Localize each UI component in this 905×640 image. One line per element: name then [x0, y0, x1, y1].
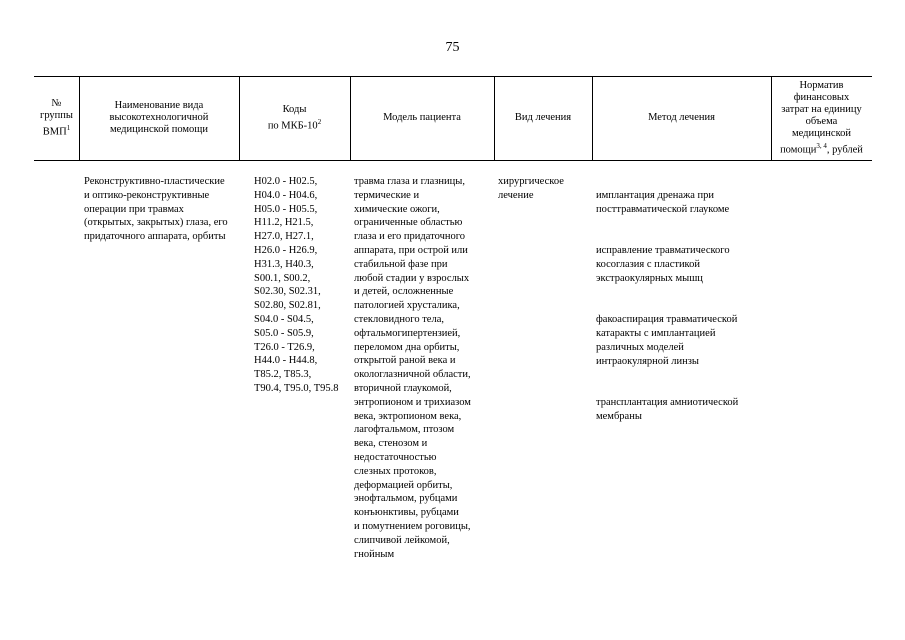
method-item: исправление травматического косоглазия с пластикой экстраокулярных мышц — [596, 245, 730, 284]
cell-care-type-name: Реконструктивно-пластические и оптико-реконструктивные операции при травмах (открытых, закрытых) глаза, его придаточного аппарата, орбиты — [84, 176, 228, 243]
header-bottom-rule — [34, 160, 872, 161]
page-number: 75 — [445, 40, 460, 55]
header-treatment-method: Метод лечения — [648, 112, 715, 123]
header-financial-norm: Норматив финансовых затрат на единицу объема медицинской помощи$^{3, 4}$, рублей — [780, 79, 863, 156]
method-item: имплантация дренажа при посттравматической глаукоме — [596, 189, 730, 215]
cell-treatment-type: хирургическое лечение — [498, 176, 564, 201]
method-item: факоаспирация травматической катаракты с имплантацией различных моделей интраокулярной линзы — [596, 314, 738, 367]
header-patient-model: Модель пациента — [383, 112, 461, 123]
cell-patient-model: травма глаза и глазницы, термические и химические ожоги, ограниченные областью глаза и его придаточного аппарата, при острой или стабильной фазе при любой стадии у взрослых и детей, осложненные патологией хрусталика, стекловидного тела, офтальмогипертензией, переломом дна орбиты, открытой раной века и окологлазничной области, вторичной глаукомой, энтропионом и трихиазом века, эктропионом века, лагофтальмом, птозом века, стенозом и недостаточностью слезных протоков, деформацией орбиты, энофтальмом, рубцами конъюнктивы, рубцами и помутнением роговицы, слипчивой лейкомой, гнойным — [354, 176, 471, 560]
header-care-type-name: Наименование вида высокотехнологичной медицинской помощи — [109, 100, 209, 135]
cell-treatment-methods — [596, 175, 771, 452]
header-group-number: № группы ВМП$^1$ — [40, 97, 73, 138]
header-treatment-type: Вид лечения — [514, 112, 572, 123]
method-item: трансплантация амниотической мембраны — [596, 397, 739, 423]
header-icd10-codes: Коды по МКБ-$10^2$ — [267, 103, 322, 132]
cell-icd10-codes: H02.0 - H02.5, H04.0 - H04.6, H05.0 - H05.5, H11.2, H21.5, H27.0, H27.1, H26.0 - H26.9, H31.3, H40.3, S00.1, S00.2, S02.30, S02.31, S02.80, S02.81, S04.0 - S04.5, S05.0 - S05.9, T26.0 - T26.9, H44.0 - H44.8, T85.2, T85.3, T90.4, T95.0, T95.8 — [254, 176, 339, 394]
